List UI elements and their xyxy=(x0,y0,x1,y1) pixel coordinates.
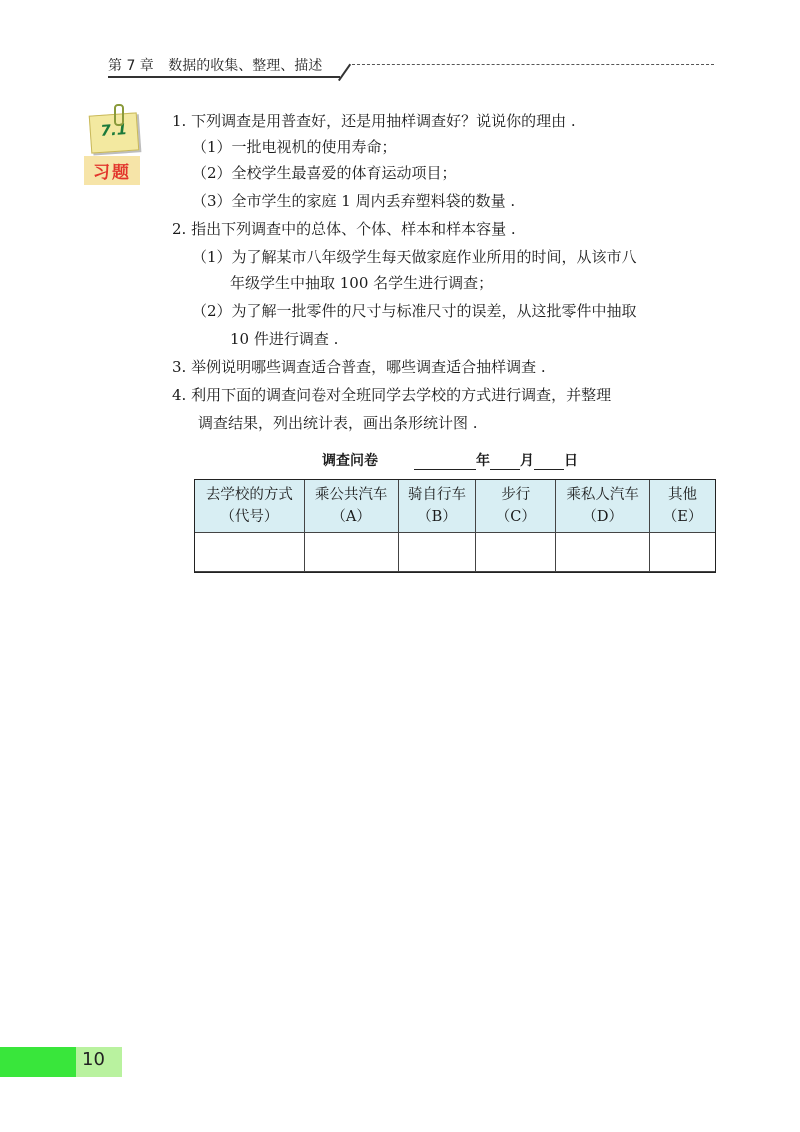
chapter-title: 数据的收集、整理、描述 xyxy=(168,58,323,74)
survey-date xyxy=(414,450,578,470)
survey-header-row xyxy=(195,480,716,533)
exercise-1: 1. 下列调查是用普查好，还是用抽样调查好？说说你的理由 . xyxy=(172,112,576,130)
paperclip-icon xyxy=(114,104,124,126)
exercise-badge xyxy=(84,100,144,188)
survey-col-header: 步行 （C） xyxy=(476,480,556,533)
day-label: 日 xyxy=(564,453,578,469)
survey-col-header: 去学校的方式 （代号） xyxy=(195,480,305,533)
survey-col-header: 其他 （E） xyxy=(650,480,716,533)
survey-answer-cell[interactable] xyxy=(476,533,556,572)
survey-answer-cell[interactable] xyxy=(398,533,476,572)
day-blank[interactable] xyxy=(534,453,564,470)
exercise-4-cont: 调查结果，列出统计表，画出条形统计图 . xyxy=(198,414,478,432)
survey-table xyxy=(194,479,716,572)
chapter-number: 第 7 章 xyxy=(108,58,154,74)
exercise-2-sub-1: （1）为了解某市八年级学生每天做家庭作业所用的时间，从该市八 xyxy=(192,248,637,266)
month-blank[interactable] xyxy=(490,453,520,470)
survey-answer-cell[interactable] xyxy=(195,533,305,572)
survey-answer-row xyxy=(195,533,716,572)
survey-answer-cell[interactable] xyxy=(556,533,650,572)
survey-col-header: 乘私人汽车 （D） xyxy=(556,480,650,533)
survey-answer-cell[interactable] xyxy=(304,533,398,572)
survey-col-header: 骑自行车 （B） xyxy=(398,480,476,533)
exercise-1-sub-1: （1）一批电视机的使用寿命； xyxy=(192,138,397,156)
exercise-2: 2. 指出下列调查中的总体、个体、样本和样本容量 . xyxy=(172,220,516,238)
badge-label: 习题 xyxy=(84,156,140,185)
exercise-2-sub-2: （2）为了解一批零件的尺寸与标准尺寸的误差，从这批零件中抽取 xyxy=(192,302,637,320)
header-slash xyxy=(338,64,351,82)
header-rule xyxy=(108,76,340,78)
exercise-2-sub-2-cont: 10 件进行调查 . xyxy=(230,330,339,348)
survey-col-header: 乘公共汽车 （A） xyxy=(304,480,398,533)
running-header xyxy=(108,55,322,75)
year-blank[interactable] xyxy=(414,453,476,470)
badge-section-number: 7.1 xyxy=(99,120,128,140)
exercise-2-sub-1-cont: 年级学生中抽取 100 名学生进行调查； xyxy=(230,274,494,292)
header-dashed-line xyxy=(352,64,714,65)
page-number: 10 xyxy=(82,1049,105,1070)
month-label: 月 xyxy=(520,453,534,469)
exercise-1-sub-3: （3）全市学生的家庭 1 周内丢弃塑料袋的数量 . xyxy=(192,192,516,210)
survey-answer-cell[interactable] xyxy=(650,533,716,572)
exercise-1-sub-2: （2）全校学生最喜爱的体育运动项目； xyxy=(192,164,457,182)
exercise-4: 4. 利用下面的调查问卷对全班同学去学校的方式进行调查，并整理 xyxy=(172,386,612,404)
survey-title: 调查问卷 xyxy=(322,453,378,469)
exercise-3: 3. 举例说明哪些调查适合普查，哪些调查适合抽样调查 . xyxy=(172,358,546,376)
year-label: 年 xyxy=(476,453,490,469)
